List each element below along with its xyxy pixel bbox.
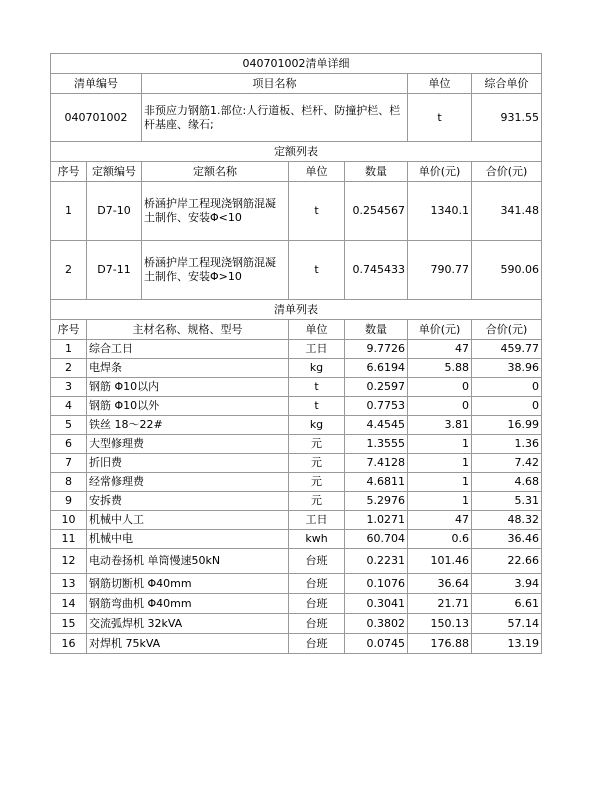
material-uprice: 0.6	[408, 530, 472, 549]
material-unit: 台班	[289, 614, 345, 634]
material-seq: 16	[51, 634, 87, 654]
material-name: 对焊机 75kVA	[87, 634, 289, 654]
material-seq: 4	[51, 397, 87, 416]
material-unit: 工日	[289, 511, 345, 530]
quota-uprice: 790.77	[408, 241, 472, 300]
material-total: 5.31	[472, 492, 542, 511]
material-qty: 6.6194	[345, 359, 408, 378]
material-qty: 0.3802	[345, 614, 408, 634]
material-unit: 台班	[289, 574, 345, 594]
material-unit: 元	[289, 454, 345, 473]
material-qty: 0.0745	[345, 634, 408, 654]
quota-total: 590.06	[472, 241, 542, 300]
quota-row	[51, 241, 542, 300]
material-name: 安拆费	[87, 492, 289, 511]
material-row	[51, 530, 542, 549]
material-unit: t	[289, 378, 345, 397]
material-uprice: 0	[408, 378, 472, 397]
material-total: 36.46	[472, 530, 542, 549]
quota-code: D7-11	[87, 241, 142, 300]
material-name: 综合工日	[87, 340, 289, 359]
materials-header-total: 合价(元)	[472, 320, 542, 340]
material-row	[51, 454, 542, 473]
material-name: 钢筋 Φ10以内	[87, 378, 289, 397]
material-name: 铁丝 18～22#	[87, 416, 289, 435]
materials-header-unit: 单位	[289, 320, 345, 340]
quota-name: 桥涵护岸工程现浇钢筋混凝土制作、安装Φ>10	[142, 241, 289, 300]
quota-header-qty: 数量	[345, 162, 408, 182]
material-row	[51, 397, 542, 416]
material-qty: 9.7726	[345, 340, 408, 359]
material-total: 16.99	[472, 416, 542, 435]
material-total: 3.94	[472, 574, 542, 594]
material-seq: 10	[51, 511, 87, 530]
quota-qty: 0.254567	[345, 182, 408, 241]
material-total: 7.42	[472, 454, 542, 473]
material-unit: kg	[289, 416, 345, 435]
material-uprice: 47	[408, 340, 472, 359]
material-unit: t	[289, 397, 345, 416]
materials-header-qty: 数量	[345, 320, 408, 340]
material-row	[51, 549, 542, 574]
material-unit: 元	[289, 492, 345, 511]
material-unit: 工日	[289, 340, 345, 359]
material-total: 0	[472, 378, 542, 397]
quota-header-uprice: 单价(元)	[408, 162, 472, 182]
material-qty: 60.704	[345, 530, 408, 549]
material-seq: 14	[51, 594, 87, 614]
material-name: 交流弧焊机 32kVA	[87, 614, 289, 634]
material-name: 电焊条	[87, 359, 289, 378]
material-unit: 元	[289, 435, 345, 454]
material-seq: 7	[51, 454, 87, 473]
material-row	[51, 378, 542, 397]
item-price: 931.55	[472, 94, 542, 142]
material-qty: 7.4128	[345, 454, 408, 473]
material-name: 机械中电	[87, 530, 289, 549]
material-seq: 13	[51, 574, 87, 594]
material-uprice: 36.64	[408, 574, 472, 594]
material-unit: 元	[289, 473, 345, 492]
material-unit: 台班	[289, 634, 345, 654]
material-qty: 4.4545	[345, 416, 408, 435]
material-uprice: 1	[408, 473, 472, 492]
quota-unit: t	[289, 182, 345, 241]
material-uprice: 21.71	[408, 594, 472, 614]
bill-detail-table	[50, 53, 542, 654]
quota-row	[51, 182, 542, 241]
material-seq: 8	[51, 473, 87, 492]
material-total: 1.36	[472, 435, 542, 454]
material-qty: 1.0271	[345, 511, 408, 530]
quota-header-name: 定额名称	[142, 162, 289, 182]
material-unit: kg	[289, 359, 345, 378]
quota-unit: t	[289, 241, 345, 300]
quota-total: 341.48	[472, 182, 542, 241]
quota-header-seq: 序号	[51, 162, 87, 182]
material-row	[51, 594, 542, 614]
material-row	[51, 473, 542, 492]
material-total: 38.96	[472, 359, 542, 378]
material-total: 4.68	[472, 473, 542, 492]
material-uprice: 3.81	[408, 416, 472, 435]
header-code: 清单编号	[51, 74, 142, 94]
material-seq: 2	[51, 359, 87, 378]
material-uprice: 47	[408, 511, 472, 530]
material-name: 机械中人工	[87, 511, 289, 530]
material-row	[51, 492, 542, 511]
material-row	[51, 416, 542, 435]
quota-seq: 1	[51, 182, 87, 241]
material-qty: 0.2597	[345, 378, 408, 397]
quota-seq: 2	[51, 241, 87, 300]
item-unit: t	[408, 94, 472, 142]
material-row	[51, 359, 542, 378]
material-total: 13.19	[472, 634, 542, 654]
material-seq: 15	[51, 614, 87, 634]
materials-header-uprice: 单价(元)	[408, 320, 472, 340]
header-price: 综合单价	[472, 74, 542, 94]
material-seq: 6	[51, 435, 87, 454]
quota-header-unit: 单位	[289, 162, 345, 182]
material-uprice: 176.88	[408, 634, 472, 654]
material-qty: 0.3041	[345, 594, 408, 614]
material-name: 钢筋切断机 Φ40mm	[87, 574, 289, 594]
material-uprice: 1	[408, 492, 472, 511]
material-total: 6.61	[472, 594, 542, 614]
material-qty: 0.2231	[345, 549, 408, 574]
material-seq: 12	[51, 549, 87, 574]
material-total: 0	[472, 397, 542, 416]
material-uprice: 5.88	[408, 359, 472, 378]
quota-uprice: 1340.1	[408, 182, 472, 241]
materials-section-title: 清单列表	[51, 300, 542, 320]
material-uprice: 150.13	[408, 614, 472, 634]
material-name: 折旧费	[87, 454, 289, 473]
material-unit: 台班	[289, 594, 345, 614]
material-row	[51, 511, 542, 530]
material-row	[51, 614, 542, 634]
material-qty: 1.3555	[345, 435, 408, 454]
material-name: 经常修理费	[87, 473, 289, 492]
header-name: 项目名称	[142, 74, 408, 94]
quota-name: 桥涵护岸工程现浇钢筋混凝土制作、安装Φ<10	[142, 182, 289, 241]
header-unit: 单位	[408, 74, 472, 94]
material-row	[51, 574, 542, 594]
material-row	[51, 340, 542, 359]
material-total: 22.66	[472, 549, 542, 574]
material-uprice: 1	[408, 454, 472, 473]
quota-code: D7-10	[87, 182, 142, 241]
material-seq: 3	[51, 378, 87, 397]
material-uprice: 0	[408, 397, 472, 416]
material-qty: 0.7753	[345, 397, 408, 416]
material-total: 57.14	[472, 614, 542, 634]
materials-header-seq: 序号	[51, 320, 87, 340]
material-seq: 9	[51, 492, 87, 511]
material-qty: 4.6811	[345, 473, 408, 492]
material-uprice: 1	[408, 435, 472, 454]
material-row	[51, 634, 542, 654]
material-unit: 台班	[289, 549, 345, 574]
material-qty: 5.2976	[345, 492, 408, 511]
material-total: 459.77	[472, 340, 542, 359]
material-name: 大型修理费	[87, 435, 289, 454]
material-unit: kwh	[289, 530, 345, 549]
material-name: 电动卷扬机 单筒慢速50kN	[87, 549, 289, 574]
material-uprice: 101.46	[408, 549, 472, 574]
quota-section-title: 定额列表	[51, 142, 542, 162]
item-name: 非预应力钢筋1.部位:人行道板、栏杆、防撞护栏、栏杆基座、缘石;	[142, 94, 408, 142]
material-name: 钢筋 Φ10以外	[87, 397, 289, 416]
material-qty: 0.1076	[345, 574, 408, 594]
material-name: 钢筋弯曲机 Φ40mm	[87, 594, 289, 614]
table-title: 040701002清单详细	[51, 54, 542, 74]
quota-header-code: 定额编号	[87, 162, 142, 182]
material-row	[51, 435, 542, 454]
item-code: 040701002	[51, 94, 142, 142]
quota-header-total: 合价(元)	[472, 162, 542, 182]
quota-qty: 0.745433	[345, 241, 408, 300]
material-seq: 11	[51, 530, 87, 549]
material-seq: 1	[51, 340, 87, 359]
material-total: 48.32	[472, 511, 542, 530]
materials-header-name: 主材名称、规格、型号	[87, 320, 289, 340]
material-seq: 5	[51, 416, 87, 435]
